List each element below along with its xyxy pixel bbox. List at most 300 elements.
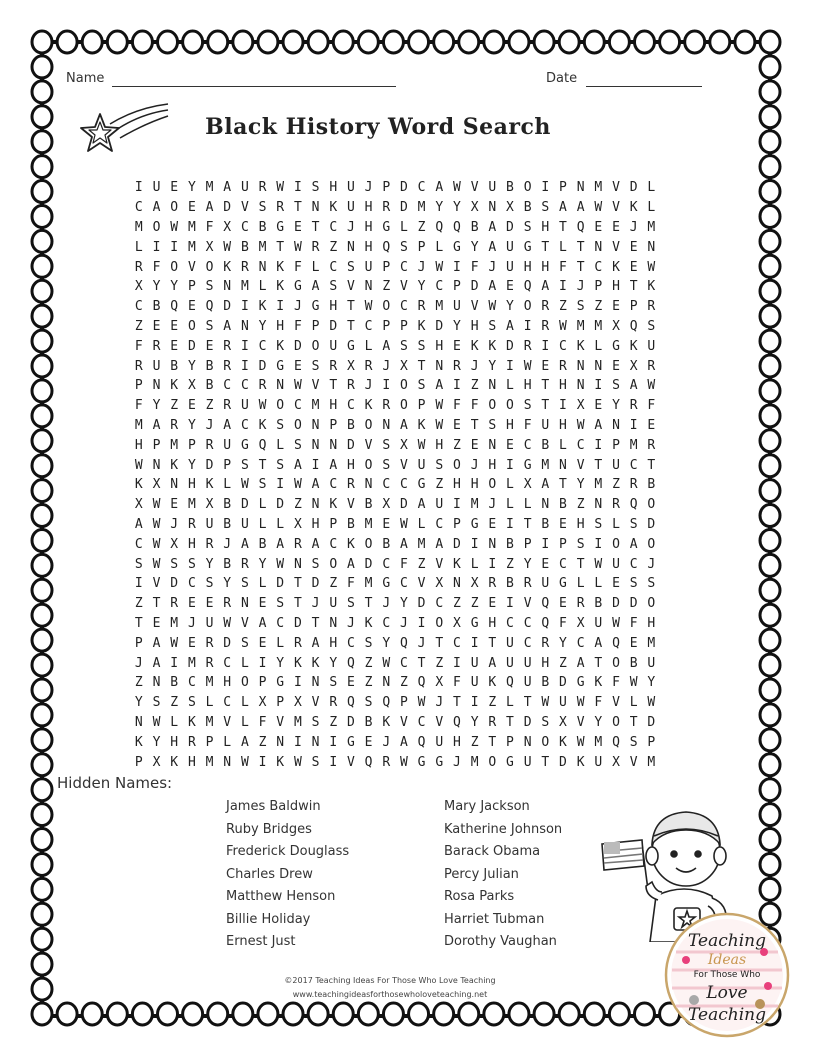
grid-letter: X: [612, 318, 620, 334]
grid-letter: G: [382, 576, 391, 592]
grid-row: [130, 554, 660, 574]
grid-letter: S: [612, 378, 620, 394]
grid-letter: J: [364, 180, 373, 196]
grid-letter: C: [134, 200, 143, 216]
grid-letter: S: [382, 457, 391, 473]
grid-letter: R: [541, 318, 550, 334]
grid-letter: W: [276, 556, 285, 572]
grid-letter: K: [364, 615, 373, 631]
grid-letter: J: [382, 358, 391, 374]
grid-letter: G: [346, 338, 355, 354]
grid-letter: U: [364, 259, 373, 275]
grid-letter: V: [152, 576, 161, 592]
grid-letter: V: [311, 378, 320, 394]
grid-letter: R: [293, 635, 302, 651]
grid-letter: C: [346, 398, 355, 414]
grid-letter: U: [329, 338, 338, 354]
grid-letter: Y: [576, 477, 585, 493]
grid-letter: A: [594, 417, 603, 433]
grid-letter: C: [382, 556, 391, 572]
grid-letter: N: [488, 200, 497, 216]
grid-letter: X: [559, 714, 567, 730]
grid-letter: W: [417, 695, 426, 711]
grid-letter: X: [523, 477, 532, 493]
grid-letter: L: [470, 556, 479, 572]
grid-letter: P: [629, 299, 638, 315]
grid-letter: K: [488, 338, 497, 354]
grid-letter: Z: [400, 675, 408, 691]
grid-letter: L: [240, 695, 249, 711]
grid-letter: J: [576, 279, 585, 295]
grid-letter: O: [647, 536, 656, 552]
names-right-list: [444, 799, 562, 957]
grid-letter: E: [559, 516, 567, 532]
grid-letter: Y: [187, 180, 196, 196]
grid-letter: U: [240, 180, 249, 196]
grid-letter: E: [293, 358, 302, 374]
grid-letter: E: [170, 338, 179, 354]
grid-letter: M: [187, 239, 196, 255]
grid-letter: C: [523, 437, 532, 453]
grid-letter: S: [523, 219, 532, 235]
grid-letter: S: [205, 318, 214, 334]
grid-letter: I: [506, 596, 514, 612]
grid-letter: O: [612, 655, 620, 671]
list-item: Percy Julian: [444, 866, 519, 882]
name-line[interactable]: [112, 86, 396, 87]
grid-letter: Z: [576, 497, 585, 513]
grid-letter: T: [629, 714, 638, 730]
grid-letter: I: [594, 378, 603, 394]
grid-letter: S: [240, 635, 249, 651]
grid-letter: I: [276, 299, 285, 315]
grid-letter: Q: [346, 655, 355, 671]
grid-letter: H: [364, 200, 373, 216]
grid-letter: Z: [453, 596, 461, 612]
grid-row: [130, 356, 660, 376]
grid-letter: V: [435, 556, 444, 572]
grid-letter: G: [435, 754, 444, 770]
grid-letter: T: [134, 615, 143, 631]
grid-letter: G: [453, 239, 461, 255]
grid-letter: R: [223, 338, 232, 354]
grid-letter: C: [240, 219, 249, 235]
grid-letter: N: [594, 239, 603, 255]
grid-letter: C: [329, 536, 338, 552]
grid-letter: Q: [417, 734, 426, 750]
grid-letter: K: [276, 279, 285, 295]
grid-letter: T: [576, 259, 585, 275]
grid-letter: N: [152, 457, 161, 473]
grid-letter: R: [612, 497, 620, 513]
grid-letter: U: [506, 635, 514, 651]
grid-letter: I: [240, 299, 249, 315]
grid-letter: U: [506, 239, 514, 255]
grid-letter: Y: [612, 398, 620, 414]
grid-letter: E: [205, 596, 214, 612]
grid-letter: S: [311, 714, 320, 730]
grid-letter: D: [170, 576, 179, 592]
grid-letter: C: [329, 259, 338, 275]
grid-letter: B: [506, 180, 514, 196]
grid-letter: E: [187, 200, 196, 216]
grid-letter: R: [382, 754, 391, 770]
grid-letter: M: [594, 318, 603, 334]
grid-letter: Z: [205, 398, 214, 414]
grid-letter: Z: [329, 714, 338, 730]
date-line[interactable]: [586, 86, 702, 87]
grid-letter: P: [506, 734, 514, 750]
grid-letter: E: [293, 219, 302, 235]
grid-letter: I: [594, 536, 603, 552]
grid-letter: L: [523, 497, 532, 513]
grid-letter: O: [435, 615, 444, 631]
grid-letter: P: [187, 279, 196, 295]
grid-letter: B: [258, 219, 267, 235]
grid-letter: N: [346, 239, 355, 255]
grid-letter: T: [417, 655, 426, 671]
grid-letter: M: [205, 754, 214, 770]
grid-letter: T: [470, 417, 479, 433]
grid-letter: H: [559, 417, 567, 433]
grid-letter: A: [152, 635, 161, 651]
grid-letter: F: [134, 338, 143, 354]
grid-letter: Z: [329, 239, 338, 255]
grid-letter: Y: [559, 635, 567, 651]
grid-letter: C: [187, 576, 196, 592]
logo-line5: Teaching: [688, 1005, 766, 1025]
grid-letter: Q: [612, 635, 620, 651]
grid-letter: S: [276, 596, 285, 612]
grid-letter: R: [629, 398, 638, 414]
grid-letter: N: [276, 734, 285, 750]
grid-letter: Q: [541, 596, 550, 612]
grid-letter: M: [170, 615, 179, 631]
grid-letter: G: [576, 675, 585, 691]
list-item: Billie Holiday: [226, 911, 311, 927]
grid-letter: O: [612, 714, 620, 730]
grid-letter: Q: [417, 675, 426, 691]
grid-letter: K: [488, 675, 497, 691]
grid-letter: P: [594, 279, 603, 295]
grid-letter: Z: [559, 299, 567, 315]
grid-letter: S: [346, 596, 355, 612]
grid-letter: X: [400, 437, 408, 453]
grid-letter: U: [470, 675, 479, 691]
grid-letter: H: [223, 675, 232, 691]
grid-letter: U: [594, 615, 603, 631]
grid-letter: O: [488, 754, 497, 770]
grid-letter: X: [134, 497, 143, 513]
grid-letter: E: [506, 437, 514, 453]
grid-letter: Y: [470, 714, 479, 730]
grid-letter: F: [594, 695, 603, 711]
grid-letter: Q: [629, 318, 638, 334]
grid-letter: W: [170, 219, 179, 235]
grid-letter: M: [470, 497, 479, 513]
grid-letter: T: [629, 279, 638, 295]
grid-row: [130, 713, 660, 733]
grid-letter: L: [559, 437, 567, 453]
grid-letter: U: [647, 655, 656, 671]
grid-letter: R: [329, 358, 338, 374]
grid-letter: C: [187, 675, 196, 691]
grid-letter: Q: [205, 299, 214, 315]
grid-row: [130, 534, 660, 554]
grid-letter: A: [346, 556, 355, 572]
grid-letter: I: [629, 417, 638, 433]
grid-letter: B: [170, 358, 179, 374]
grid-letter: I: [470, 635, 479, 651]
grid-letter: U: [506, 655, 514, 671]
grid-letter: K: [417, 417, 426, 433]
grid-letter: A: [541, 279, 550, 295]
grid-letter: S: [329, 279, 338, 295]
grid-letter: D: [346, 437, 355, 453]
grid-letter: W: [435, 398, 444, 414]
grid-letter: P: [187, 437, 196, 453]
grid-letter: K: [276, 754, 285, 770]
grid-letter: I: [134, 180, 143, 196]
grid-letter: T: [488, 734, 497, 750]
grid-letter: I: [453, 655, 461, 671]
grid-letter: S: [435, 457, 444, 473]
grid-letter: B: [364, 714, 373, 730]
grid-letter: F: [293, 259, 302, 275]
grid-letter: E: [453, 417, 461, 433]
grid-letter: A: [240, 734, 249, 750]
grid-letter: K: [170, 457, 179, 473]
grid-row: [130, 218, 660, 238]
grid-letter: M: [629, 437, 638, 453]
grid-letter: R: [170, 417, 179, 433]
grid-letter: S: [170, 556, 179, 572]
grid-letter: U: [612, 457, 620, 473]
grid-letter: N: [364, 477, 373, 493]
grid-letter: S: [647, 576, 656, 592]
grid-letter: V: [276, 714, 285, 730]
grid-letter: K: [612, 259, 620, 275]
grid-letter: G: [417, 477, 426, 493]
grid-letter: E: [170, 318, 179, 334]
grid-letter: B: [506, 576, 514, 592]
grid-row: [130, 297, 660, 317]
grid-letter: C: [223, 378, 232, 394]
grid-letter: F: [453, 398, 461, 414]
grid-letter: V: [346, 497, 355, 513]
grid-letter: X: [629, 358, 638, 374]
grid-letter: T: [523, 695, 532, 711]
grid-letter: W: [364, 299, 373, 315]
grid-letter: J: [364, 378, 373, 394]
grid-letter: A: [152, 200, 161, 216]
grid-letter: E: [258, 596, 267, 612]
grid-letter: H: [470, 477, 479, 493]
grid-letter: Y: [276, 655, 285, 671]
grid-letter: F: [400, 556, 408, 572]
grid-letter: S: [400, 338, 408, 354]
grid-letter: O: [364, 457, 373, 473]
grid-letter: Y: [187, 358, 196, 374]
grid-letter: W: [647, 695, 656, 711]
grid-letter: S: [629, 576, 638, 592]
grid-letter: D: [435, 318, 444, 334]
list-item: Matthew Henson: [226, 889, 336, 904]
grid-letter: D: [647, 516, 656, 532]
grid-letter: U: [523, 754, 532, 770]
grid-letter: L: [647, 180, 656, 196]
grid-letter: D: [400, 200, 408, 216]
grid-letter: K: [329, 497, 338, 513]
grid-letter: W: [647, 259, 656, 275]
grid-letter: Z: [382, 279, 391, 295]
grid-letter: S: [594, 516, 603, 532]
grid-letter: S: [258, 200, 267, 216]
grid-letter: T: [541, 378, 550, 394]
grid-letter: U: [223, 437, 232, 453]
grid-letter: N: [311, 417, 320, 433]
grid-letter: I: [258, 655, 267, 671]
grid-letter: N: [240, 596, 249, 612]
grid-row: [130, 475, 660, 495]
grid-letter: S: [417, 378, 426, 394]
grid-letter: G: [470, 516, 479, 532]
grid-letter: I: [329, 754, 338, 770]
grid-letter: T: [364, 596, 373, 612]
grid-letter: M: [647, 754, 656, 770]
grid-letter: T: [435, 635, 444, 651]
grid-letter: V: [223, 714, 232, 730]
grid-letter: K: [170, 378, 179, 394]
grid-letter: S: [311, 180, 320, 196]
grid-letter: A: [629, 378, 638, 394]
grid-letter: Z: [470, 378, 479, 394]
grid-letter: J: [470, 358, 479, 374]
grid-letter: A: [488, 219, 497, 235]
grid-letter: N: [134, 714, 143, 730]
grid-row: [130, 515, 660, 535]
grid-letter: K: [594, 675, 603, 691]
grid-letter: L: [223, 734, 232, 750]
grid-letter: O: [240, 675, 249, 691]
grid-letter: D: [329, 318, 338, 334]
grid-letter: I: [506, 358, 514, 374]
grid-letter: Y: [470, 239, 479, 255]
grid-letter: A: [223, 318, 232, 334]
grid-letter: P: [152, 437, 161, 453]
grid-letter: O: [400, 398, 408, 414]
grid-letter: H: [187, 754, 196, 770]
grid-letter: X: [453, 615, 461, 631]
grid-letter: E: [594, 219, 603, 235]
grid-letter: N: [311, 437, 320, 453]
grid-letter: L: [612, 516, 620, 532]
grid-letter: R: [293, 536, 302, 552]
grid-letter: N: [240, 318, 249, 334]
grid-letter: X: [470, 576, 479, 592]
grid-letter: A: [506, 318, 514, 334]
grid-letter: C: [293, 398, 302, 414]
grid-letter: I: [293, 734, 302, 750]
grid-letter: N: [258, 259, 267, 275]
grid-letter: T: [311, 615, 320, 631]
grid-letter: W: [576, 734, 585, 750]
grid-letter: B: [346, 516, 355, 532]
grid-letter: F: [559, 259, 567, 275]
grid-letter: Q: [541, 615, 550, 631]
grid-letter: S: [311, 556, 320, 572]
grid-letter: B: [594, 596, 603, 612]
grid-letter: G: [523, 239, 532, 255]
grid-letter: J: [470, 457, 479, 473]
grid-letter: L: [240, 655, 249, 671]
grid-letter: N: [647, 239, 656, 255]
grid-letter: W: [576, 417, 585, 433]
grid-letter: S: [240, 576, 249, 592]
grid-letter: I: [329, 734, 338, 750]
grid-letter: N: [576, 378, 585, 394]
grid-letter: K: [276, 338, 285, 354]
grid-letter: A: [417, 497, 426, 513]
grid-letter: B: [258, 536, 267, 552]
grid-letter: U: [612, 556, 620, 572]
grid-letter: T: [258, 457, 267, 473]
grid-letter: B: [346, 417, 355, 433]
grid-letter: U: [240, 516, 249, 532]
grid-letter: Y: [205, 556, 214, 572]
grid-letter: D: [223, 635, 232, 651]
grid-letter: S: [364, 635, 373, 651]
grid-letter: R: [134, 259, 143, 275]
grid-letter: Z: [134, 318, 143, 334]
grid-letter: K: [134, 734, 143, 750]
grid-row: [130, 594, 660, 614]
grid-letter: L: [205, 695, 214, 711]
grid-letter: A: [400, 536, 408, 552]
grid-letter: U: [346, 200, 355, 216]
grid-letter: B: [240, 239, 249, 255]
grid-letter: V: [470, 180, 479, 196]
grid-letter: G: [417, 754, 426, 770]
grid-letter: H: [612, 279, 620, 295]
grid-letter: P: [258, 675, 267, 691]
grid-letter: T: [293, 596, 302, 612]
grid-letter: E: [629, 239, 638, 255]
grid-letter: A: [400, 734, 408, 750]
grid-letter: R: [576, 596, 585, 612]
grid-letter: Y: [329, 655, 338, 671]
grid-letter: I: [488, 556, 497, 572]
grid-letter: Z: [435, 655, 444, 671]
grid-letter: W: [293, 378, 302, 394]
grid-letter: X: [576, 615, 585, 631]
grid-letter: I: [506, 516, 514, 532]
grid-letter: S: [647, 318, 656, 334]
grid-letter: W: [435, 417, 444, 433]
grid-letter: N: [311, 200, 320, 216]
grid-letter: H: [276, 318, 285, 334]
grid-letter: S: [523, 398, 532, 414]
grid-letter: E: [488, 596, 497, 612]
grid-letter: I: [258, 754, 267, 770]
grid-letter: K: [576, 338, 585, 354]
grid-letter: S: [488, 417, 497, 433]
grid-letter: X: [382, 497, 391, 513]
grid-letter: A: [329, 457, 338, 473]
grid-letter: H: [364, 219, 373, 235]
grid-letter: H: [488, 615, 497, 631]
grid-letter: X: [187, 378, 196, 394]
